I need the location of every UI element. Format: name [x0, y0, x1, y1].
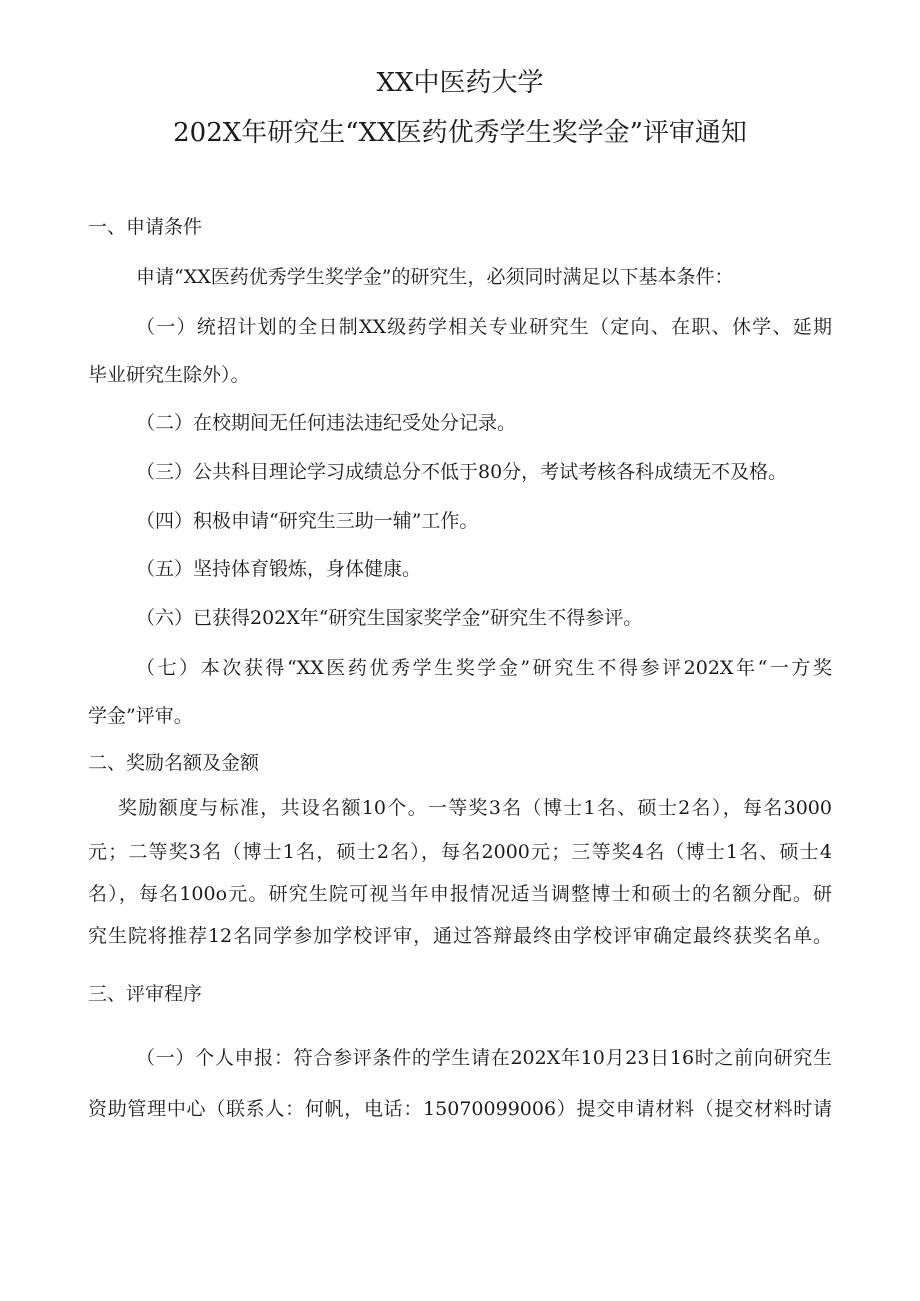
condition-6: （六）已获得202X年“研究生国家奖学金”研究生不得参评。 [136, 607, 643, 629]
condition-3: （三）公共科目理论学习成绩总分不低于80分，考试考核各科成绩无不及格。 [136, 461, 788, 483]
procedure-1-line1: （一）个人申报：符合参评条件的学生请在202X年10月23日16时之前向研究生 [136, 1047, 832, 1069]
condition-1-line1: （一）统招计划的全日制XX级药学相关专业研究生（定向、在职、休学、延期 [136, 316, 832, 338]
notice-title: 202X年研究生“XX医药优秀学生奖学金”评审通知 [173, 118, 747, 148]
procedure-1-line2: 资助管理中心（联系人：何帆，电话：15070099006）提交申请材料（提交材料时请 [88, 1098, 832, 1120]
condition-7-line2: 学金”评审。 [88, 705, 193, 727]
condition-2: （二）在校期间无任何违法违纪受处分记录。 [136, 412, 517, 434]
award-line2: 元；二等奖3名（博士1名，硕士2名），每名2000元；三等奖4名（博士1名、硕士4 [88, 841, 832, 863]
section1-heading: 一、申请条件 [88, 216, 203, 238]
condition-5: （五）坚持体育锻炼，身体健康。 [136, 558, 422, 580]
condition-4: （四）积极申请“研究生三助一辅”工作。 [136, 510, 479, 532]
award-line3: 名），每名100o元。研究生院可视当年申报情况适当调整博士和硕士的名额分配。研 [88, 883, 832, 905]
section3-heading: 三、评审程序 [88, 983, 203, 1005]
award-line4: 究生院将推荐12名同学参加学校评审，通过答辩最终由学校评审确定最终获奖名单。 [88, 925, 832, 947]
section2-heading: 二、奖励名额及金额 [88, 752, 260, 774]
university-name: XX中医药大学 [376, 68, 544, 98]
award-line1: 奖励额度与标准，共设名额10个。一等奖3名（博士1名、硕士2名），每名3000 [118, 797, 832, 819]
condition-1-line2: 毕业研究生除外）。 [88, 364, 250, 386]
condition-7-line1: （七）本次获得“XX医药优秀学生奖学金”研究生不得参评202X年“一方奖 [136, 657, 832, 679]
section1-intro: 申请“XX医药优秀学生奖学金”的研究生，必须同时满足以下基本条件： [136, 266, 734, 288]
